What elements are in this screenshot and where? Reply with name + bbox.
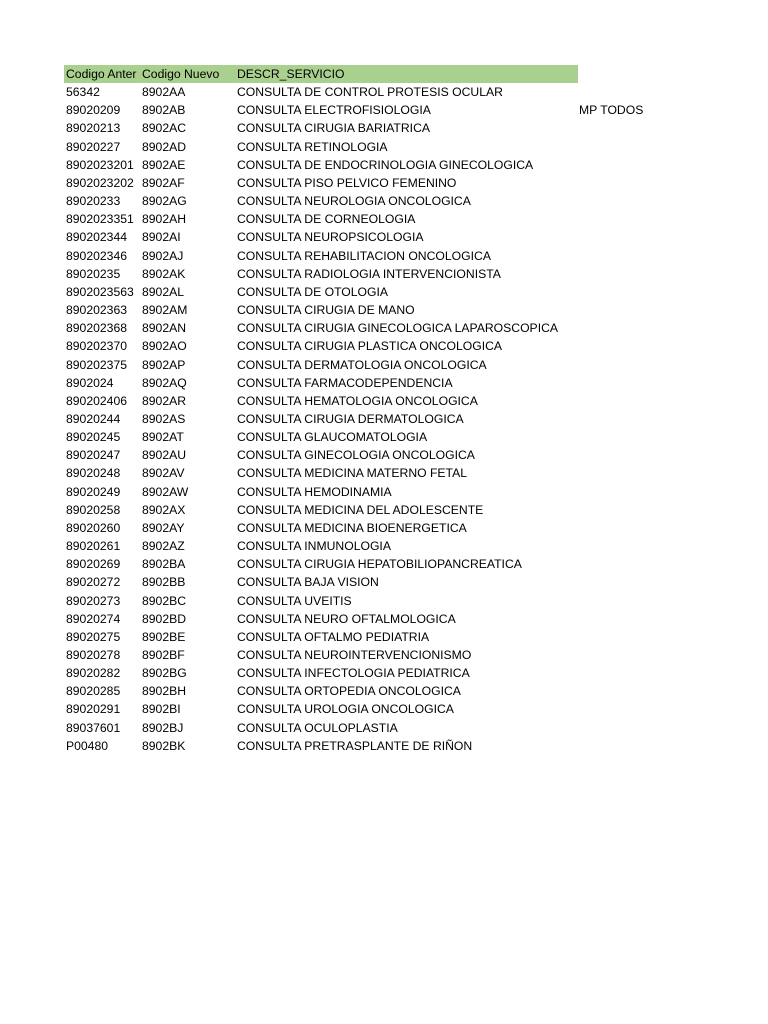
table-row	[64, 119, 724, 137]
descr-servicio-cell[interactable]: CONSULTA HEMATOLOGIA ONCOLOGICA	[237, 393, 478, 408]
codigo-anterior-cell[interactable]: 89020275	[66, 629, 121, 644]
table-row	[64, 265, 724, 283]
codigo-anterior-cell[interactable]: 89020274	[66, 611, 121, 626]
table-row	[64, 428, 724, 446]
codigo-nuevo-cell[interactable]: 8902AW	[142, 484, 189, 499]
table-row	[64, 628, 724, 646]
codigo-nuevo-cell[interactable]: 8902AO	[142, 339, 187, 354]
descr-servicio-cell[interactable]: CONSULTA DE CONTROL PROTESIS OCULAR	[237, 85, 503, 100]
codigo-nuevo-cell[interactable]: 8902BC	[142, 593, 187, 608]
descr-servicio-cell[interactable]: CONSULTA RADIOLOGIA INTERVENCIONISTA	[237, 266, 501, 281]
codigo-nuevo-cell[interactable]: 8902BH	[142, 684, 187, 699]
codigo-anterior-cell[interactable]: P00480	[66, 738, 109, 753]
descr-servicio-cell[interactable]: CONSULTA UVEITIS	[237, 593, 352, 608]
codigo-anterior-cell[interactable]: 890202344	[66, 230, 128, 245]
descr-servicio-cell[interactable]: CONSULTA FARMACODEPENDENCIA	[237, 375, 453, 390]
note-cell[interactable]: MP TODOS	[579, 103, 644, 118]
table-body	[64, 83, 724, 755]
codigo-anterior-cell[interactable]: 89020282	[66, 666, 121, 681]
codigo-nuevo-cell[interactable]: 8902AC	[142, 121, 187, 136]
codigo-nuevo-cell[interactable]: 8902AY	[142, 520, 185, 535]
descr-servicio-cell[interactable]: CONSULTA PRETRASPLANTE DE RIÑON	[237, 738, 473, 753]
codigo-nuevo-cell[interactable]: 8902AH	[142, 212, 187, 227]
codigo-anterior-cell[interactable]: 890202370	[66, 339, 128, 354]
table-row	[64, 337, 724, 355]
descr-servicio-cell[interactable]: CONSULTA MEDICINA MATERNO FETAL	[237, 466, 468, 481]
table-row	[64, 501, 724, 519]
codigo-anterior-cell[interactable]: 8902023563	[66, 284, 134, 299]
table-row	[64, 573, 724, 591]
codigo-nuevo-cell[interactable]: 8902BI	[142, 702, 181, 717]
codigo-anterior-cell[interactable]: 89020273	[66, 593, 121, 608]
descr-servicio-cell[interactable]: CONSULTA ORTOPEDIA ONCOLOGICA	[237, 684, 461, 699]
codigo-nuevo-cell[interactable]: 8902BA	[142, 557, 186, 572]
codigo-anterior-cell[interactable]: 890202368	[66, 321, 128, 336]
table-row	[64, 610, 724, 628]
table-row	[64, 464, 724, 482]
descr-servicio-cell[interactable]: CONSULTA NEUROPSICOLOGIA	[237, 230, 424, 245]
descr-servicio-cell[interactable]: CONSULTA ELECTROFISIOLOGIA	[237, 103, 431, 118]
codigo-nuevo-cell[interactable]: 8902AJ	[142, 248, 184, 263]
codigo-nuevo-cell[interactable]: 8902BD	[142, 611, 187, 626]
header-codigo-anterior[interactable]: Codigo Anter	[66, 67, 137, 81]
codigo-nuevo-cell[interactable]: 8902AB	[142, 103, 186, 118]
spreadsheet	[64, 65, 724, 755]
codigo-nuevo-cell[interactable]: 8902AX	[142, 502, 186, 517]
codigo-anterior-cell[interactable]: 89020261	[66, 539, 121, 554]
table-row	[64, 646, 724, 664]
codigo-anterior-cell[interactable]: 89020285	[66, 684, 121, 699]
descr-servicio-cell[interactable]: CONSULTA GINECOLOGIA ONCOLOGICA	[237, 448, 475, 463]
codigo-anterior-cell[interactable]: 89020272	[66, 575, 121, 590]
descr-servicio-cell[interactable]: CONSULTA CIRUGIA HEPATOBILIOPANCREATICA	[237, 557, 522, 572]
codigo-anterior-cell[interactable]: 89020269	[66, 557, 121, 572]
codigo-nuevo-cell[interactable]: 8902AD	[142, 139, 187, 154]
codigo-nuevo-cell[interactable]: 8902BG	[142, 666, 187, 681]
descr-servicio-cell[interactable]: CONSULTA GLAUCOMATOLOGIA	[237, 430, 428, 445]
header-descr-servicio[interactable]: DESCR_SERVICIO	[237, 67, 345, 81]
descr-servicio-cell[interactable]: CONSULTA DE OTOLOGIA	[237, 284, 389, 299]
table-row	[64, 392, 724, 410]
table-row	[64, 192, 724, 210]
codigo-nuevo-cell[interactable]: 8902AK	[142, 266, 186, 281]
codigo-anterior-cell[interactable]: 89020249	[66, 484, 121, 499]
codigo-anterior-cell[interactable]: 89020258	[66, 502, 121, 517]
table-row	[64, 483, 724, 501]
codigo-anterior-cell[interactable]: 8902023201	[66, 157, 134, 172]
table-row	[64, 682, 724, 700]
codigo-anterior-cell[interactable]: 890202406	[66, 393, 128, 408]
codigo-anterior-cell[interactable]: 89037601	[66, 720, 121, 735]
codigo-anterior-cell[interactable]: 89020245	[66, 430, 121, 445]
codigo-anterior-cell[interactable]: 89020247	[66, 448, 121, 463]
table-row	[64, 446, 724, 464]
descr-servicio-cell[interactable]: CONSULTA DERMATOLOGIA ONCOLOGICA	[237, 357, 487, 372]
table-row	[64, 156, 724, 174]
codigo-nuevo-cell[interactable]: 8902AU	[142, 448, 187, 463]
codigo-nuevo-cell[interactable]: 8902BB	[142, 575, 186, 590]
codigo-anterior-cell[interactable]: 89020209	[66, 103, 121, 118]
codigo-anterior-cell[interactable]: 89020244	[66, 411, 121, 426]
codigo-anterior-cell[interactable]: 89020260	[66, 520, 121, 535]
table-row	[64, 174, 724, 192]
table-row	[64, 737, 724, 755]
codigo-nuevo-cell[interactable]: 8902AS	[142, 411, 186, 426]
descr-servicio-cell[interactable]: CONSULTA HEMODINAMIA	[237, 484, 392, 499]
descr-servicio-cell[interactable]: CONSULTA DE CORNEOLOGIA	[237, 212, 416, 227]
table-row	[64, 519, 724, 537]
codigo-nuevo-cell[interactable]: 8902AE	[142, 157, 186, 172]
descr-servicio-cell[interactable]: CONSULTA BAJA VISION	[237, 575, 379, 590]
codigo-anterior-cell[interactable]: 89020291	[66, 702, 121, 717]
descr-servicio-cell[interactable]: CONSULTA CIRUGIA DERMATOLOGICA	[237, 411, 464, 426]
table-row	[64, 374, 724, 392]
descr-servicio-cell[interactable]: CONSULTA INMUNOLOGIA	[237, 539, 391, 554]
table-row	[64, 283, 724, 301]
table-row	[64, 700, 724, 718]
table-row	[64, 719, 724, 737]
codigo-anterior-cell[interactable]: 89020235	[66, 266, 121, 281]
table-row	[64, 555, 724, 573]
codigo-nuevo-cell[interactable]: 8902AA	[142, 85, 186, 100]
descr-servicio-cell[interactable]: CONSULTA CIRUGIA BARIATRICA	[237, 121, 430, 136]
header-row	[64, 65, 578, 83]
codigo-anterior-cell[interactable]: 89020248	[66, 466, 121, 481]
table-row	[64, 83, 724, 101]
codigo-nuevo-cell[interactable]: 8902AG	[142, 194, 187, 209]
codigo-anterior-cell[interactable]: 89020233	[66, 194, 121, 209]
codigo-nuevo-cell[interactable]: 8902BE	[142, 629, 186, 644]
descr-servicio-cell[interactable]: CONSULTA INFECTOLOGIA PEDIATRICA	[237, 666, 470, 681]
descr-servicio-cell[interactable]: CONSULTA OFTALMO PEDIATRIA	[237, 629, 430, 644]
descr-servicio-cell[interactable]: CONSULTA CIRUGIA DE MANO	[237, 303, 415, 318]
descr-servicio-cell[interactable]: CONSULTA CIRUGIA PLASTICA ONCOLOGICA	[237, 339, 503, 354]
codigo-anterior-cell[interactable]: 56342	[66, 85, 100, 100]
table-row	[64, 101, 724, 119]
table-row	[64, 537, 724, 555]
codigo-nuevo-cell[interactable]: 8902BJ	[142, 720, 184, 735]
codigo-nuevo-cell[interactable]: 8902AR	[142, 393, 187, 408]
codigo-nuevo-cell[interactable]: 8902AT	[142, 430, 184, 445]
codigo-nuevo-cell[interactable]: 8902AM	[142, 303, 188, 318]
descr-servicio-cell[interactable]: CONSULTA MEDICINA BIOENERGETICA	[237, 520, 467, 535]
descr-servicio-cell[interactable]: CONSULTA NEUROLOGIA ONCOLOGICA	[237, 194, 471, 209]
codigo-anterior-cell[interactable]: 89020213	[66, 121, 121, 136]
table-row	[64, 138, 724, 156]
table-row	[64, 410, 724, 428]
descr-servicio-cell[interactable]: CONSULTA NEUROINTERVENCIONISMO	[237, 648, 472, 662]
codigo-nuevo-cell[interactable]: 8902BF	[142, 648, 185, 662]
table-row	[64, 247, 724, 265]
descr-servicio-cell[interactable]: CONSULTA MEDICINA DEL ADOLESCENTE	[237, 502, 484, 517]
table-row	[64, 664, 724, 682]
codigo-nuevo-cell[interactable]: 8902AF	[142, 175, 185, 190]
descr-servicio-cell[interactable]: CONSULTA OCULOPLASTIA	[237, 720, 398, 735]
codigo-nuevo-cell[interactable]: 8902AZ	[142, 539, 185, 554]
codigo-anterior-cell[interactable]: 89020278	[66, 648, 121, 662]
descr-servicio-cell[interactable]: CONSULTA PISO PELVICO FEMENINO	[237, 175, 457, 190]
codigo-nuevo-cell[interactable]: 8902AN	[142, 321, 187, 336]
descr-servicio-cell[interactable]: CONSULTA DE ENDOCRINOLOGIA GINECOLOGICA	[237, 157, 534, 172]
descr-servicio-cell[interactable]: CONSULTA RETINOLOGIA	[237, 139, 388, 154]
descr-servicio-cell[interactable]: CONSULTA UROLOGIA ONCOLOGICA	[237, 702, 454, 717]
codigo-nuevo-cell[interactable]: 8902AQ	[142, 375, 187, 390]
table-row	[64, 210, 724, 228]
codigo-anterior-cell[interactable]: 890202363	[66, 303, 128, 318]
table-row	[64, 301, 724, 319]
codigo-anterior-cell[interactable]: 8902024	[66, 375, 114, 390]
table-row	[64, 592, 724, 610]
table-row	[64, 319, 724, 337]
table-row	[64, 356, 724, 374]
header-codigo-nuevo[interactable]: Codigo Nuevo	[142, 67, 220, 81]
codigo-anterior-cell[interactable]: 8902023202	[66, 175, 134, 190]
descr-servicio-cell[interactable]: CONSULTA NEURO OFTALMOLOGICA	[237, 611, 456, 626]
descr-servicio-cell[interactable]: CONSULTA REHABILITACION ONCOLOGICA	[237, 248, 491, 263]
codigo-nuevo-cell[interactable]: 8902AP	[142, 357, 186, 372]
codigo-nuevo-cell[interactable]: 8902BK	[142, 738, 186, 753]
codigo-anterior-cell[interactable]: 89020227	[66, 139, 121, 154]
codigo-nuevo-cell[interactable]: 8902AL	[142, 284, 185, 299]
codigo-nuevo-cell[interactable]: 8902AI	[142, 230, 181, 245]
descr-servicio-cell[interactable]: CONSULTA CIRUGIA GINECOLOGICA LAPAROSCOPICA	[237, 321, 559, 336]
table-row	[64, 228, 724, 246]
codigo-nuevo-cell[interactable]: 8902AV	[142, 466, 185, 481]
codigo-anterior-cell[interactable]: 890202346	[66, 248, 128, 263]
codigo-anterior-cell[interactable]: 890202375	[66, 357, 128, 372]
codigo-anterior-cell[interactable]: 8902023351	[66, 212, 134, 227]
